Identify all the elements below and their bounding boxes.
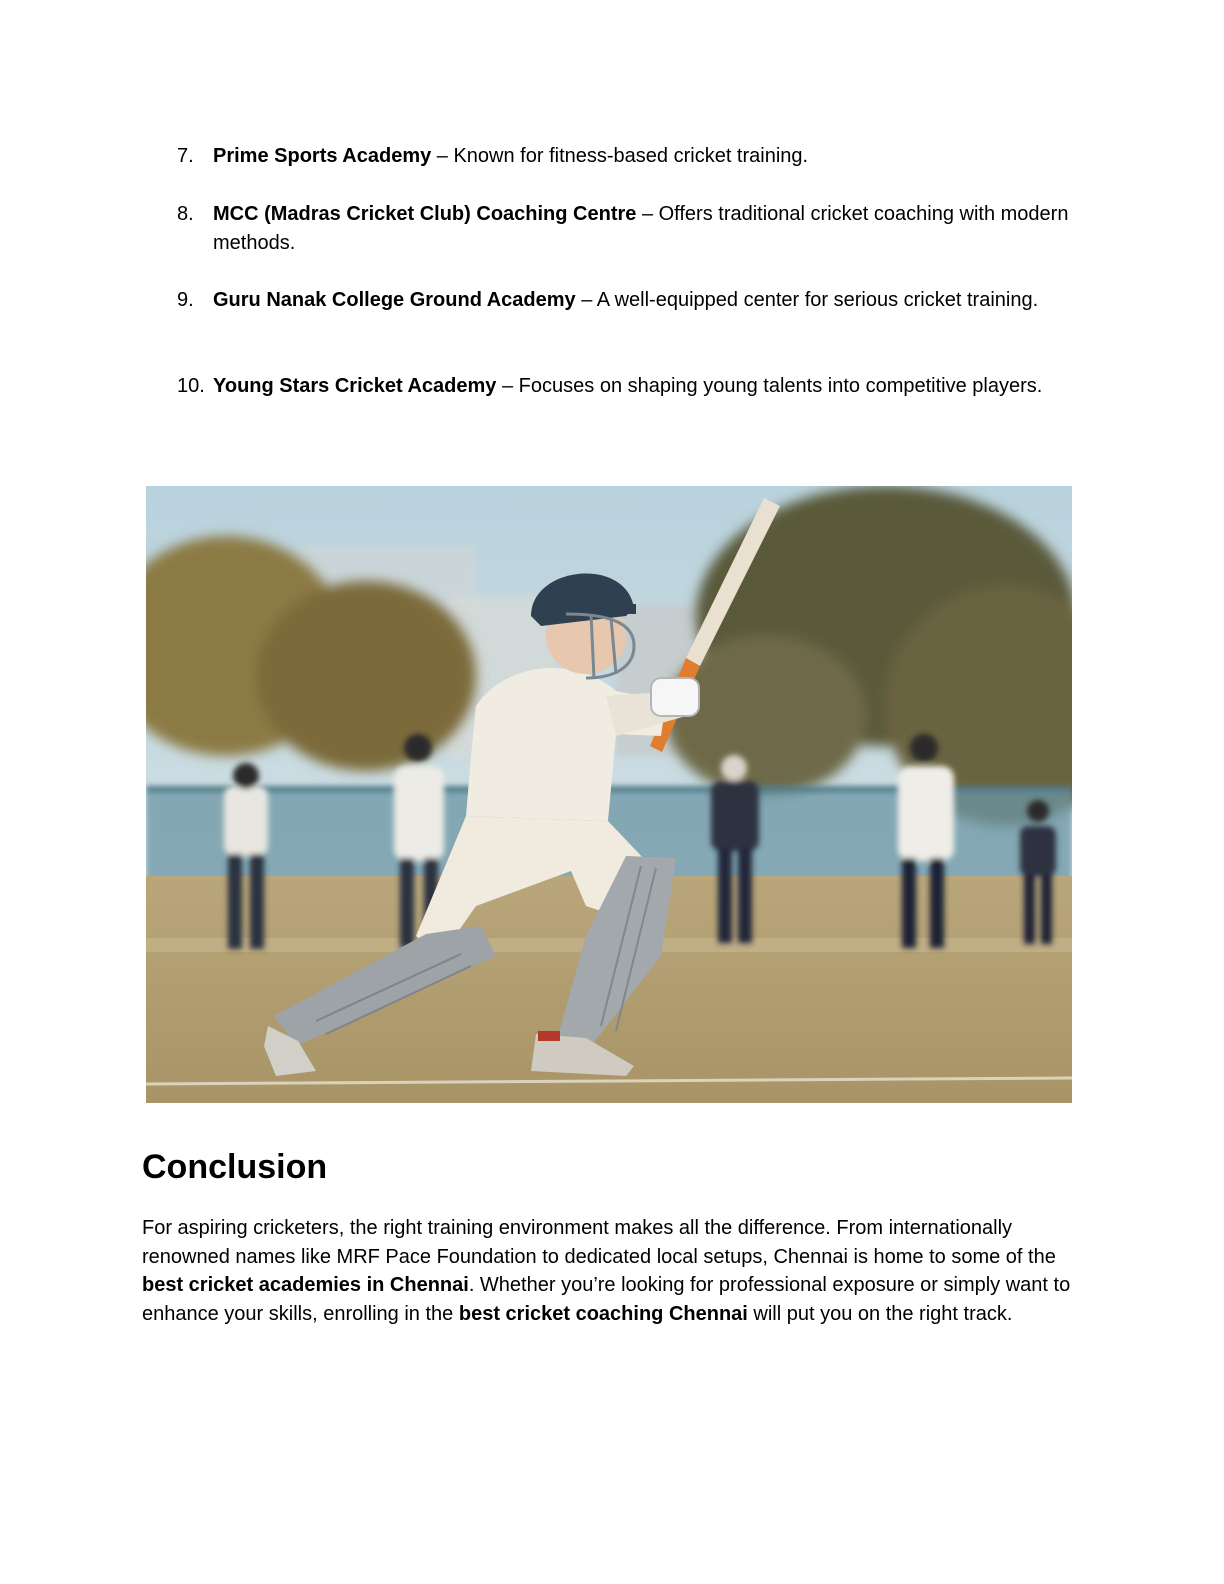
list-item-title: Young Stars Cricket Academy — [213, 375, 497, 397]
list-item — [177, 200, 1077, 257]
conclusion-text-2: . Whether you’re looking for professional exposure or simply want to enhance your skills, enrolling in the — [142, 1274, 1071, 1326]
list-item-title: MCC (Madras Cricket Club) Coaching Centre — [213, 203, 637, 225]
list-item-description: – Focuses on shaping young talents into competitive players. — [496, 375, 1043, 397]
list-item-text — [213, 200, 1077, 257]
conclusion-heading: Conclusion — [142, 1148, 328, 1186]
conclusion-paragraph — [142, 1214, 1072, 1329]
list-item-description: – Known for fitness-based cricket training. — [431, 145, 809, 167]
list-item — [177, 372, 1077, 401]
list-item-number: 9. — [177, 289, 194, 311]
conclusion-bold-2: best cricket coaching Chennai — [458, 1303, 748, 1326]
list-item-number: 8. — [177, 203, 194, 225]
list-item — [177, 142, 1077, 171]
conclusion-text-3: will put you on the right track. — [747, 1303, 1013, 1326]
cricket-batter-photo — [146, 486, 1072, 1103]
list-item — [177, 286, 1077, 315]
conclusion-text-1: For aspiring cricketers, the right training environment makes all the difference. From internationally renowned names like MRF Pace Foundation to dedicated local setups, Chennai is home to some of the — [142, 1217, 1056, 1268]
list-item-text — [213, 142, 1077, 171]
list-item-title: Guru Nanak College Ground Academy — [213, 289, 576, 311]
list-item-number: 10. — [177, 375, 205, 397]
list-item-number: 7. — [177, 145, 194, 167]
list-item-text — [213, 286, 1077, 315]
conclusion-bold-1: best cricket academies in Chennai — [142, 1274, 469, 1297]
list-item-description: – Offers traditional cricket coaching with modern methods. — [213, 203, 1069, 254]
list-item-title: Prime Sports Academy — [213, 145, 432, 167]
list-item-text — [213, 372, 1077, 401]
list-item-description: – A well-equipped center for serious cricket training. — [575, 289, 1039, 311]
